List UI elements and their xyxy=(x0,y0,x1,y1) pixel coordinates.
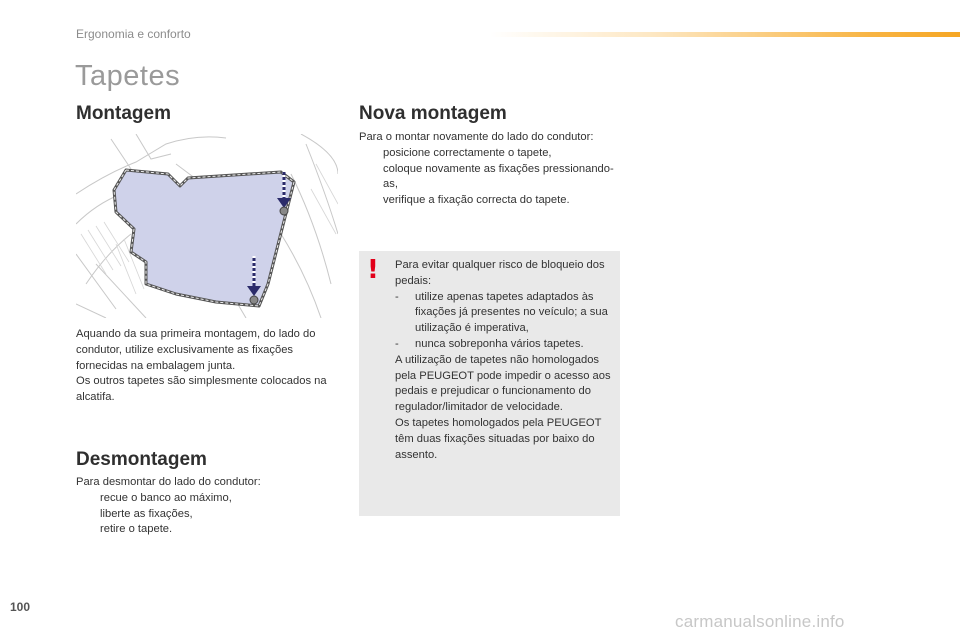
warning-text xyxy=(395,258,617,463)
montagem-text xyxy=(76,327,341,406)
watermark: carmanualsonline.info xyxy=(675,612,845,631)
desmontagem-intro: Para desmontar do lado do condutor: xyxy=(76,476,261,488)
warning-paragraph-1: A utilização de tapetes não homologados pela PEUGEOT pode impedir o acesso aos pedais e prejudicar o funcionamento do regulador/limitador de velocidade. xyxy=(395,353,611,414)
section-label: Ergonomia e conforto xyxy=(76,27,191,41)
nova-montagem-intro: Para o montar novamente do lado do condutor: xyxy=(359,131,594,143)
warning-intro: Para evitar qualquer risco de bloqueio dos pedais: xyxy=(395,259,605,287)
list-item: retire o tapete. xyxy=(100,523,173,536)
desmontagem-text xyxy=(76,475,341,538)
montagem-paragraph-2: Os outros tapetes são simplesmente colocados na alcatifa. xyxy=(76,375,327,404)
warning-icon: ! xyxy=(367,255,379,285)
header-gradient-bar xyxy=(490,32,960,37)
warning-item: - utilize apenas tapetes adaptados às fixações já presentes no veículo; a sua utilização é imperativa, xyxy=(395,290,608,335)
desmontagem-steps xyxy=(76,491,341,538)
list-item: verifique a fixação correcta do tapete. xyxy=(383,194,570,207)
nova-montagem-text xyxy=(359,130,624,209)
nova-montagem-heading: Nova montagem xyxy=(359,103,507,124)
page-title: Tapetes xyxy=(75,60,181,92)
page-number: 100 xyxy=(10,600,31,614)
warning-item: - nunca sobreponha vários tapetes. xyxy=(395,337,584,350)
list-item: posicione correctamente o tapete, xyxy=(383,146,552,159)
montagem-paragraph: Aquando da sua primeira montagem, do lado do condutor, utilize exclusivamente as fixações fornecidas na embalagem junta. xyxy=(76,328,316,372)
list-item: coloque novamente as fixações pressionando-as, xyxy=(383,162,614,191)
montagem-heading: Montagem xyxy=(76,103,171,124)
list-item: recue o banco ao máximo, xyxy=(100,491,232,504)
desmontagem-heading: Desmontagem xyxy=(76,449,207,470)
floor-mat-illustration xyxy=(76,134,338,318)
list-item: liberte as fixações, xyxy=(100,507,193,520)
warning-paragraph-2: Os tapetes homologados pela PEUGEOT têm duas fixações situadas por baixo do assento. xyxy=(395,416,602,461)
nova-montagem-steps xyxy=(359,146,624,209)
